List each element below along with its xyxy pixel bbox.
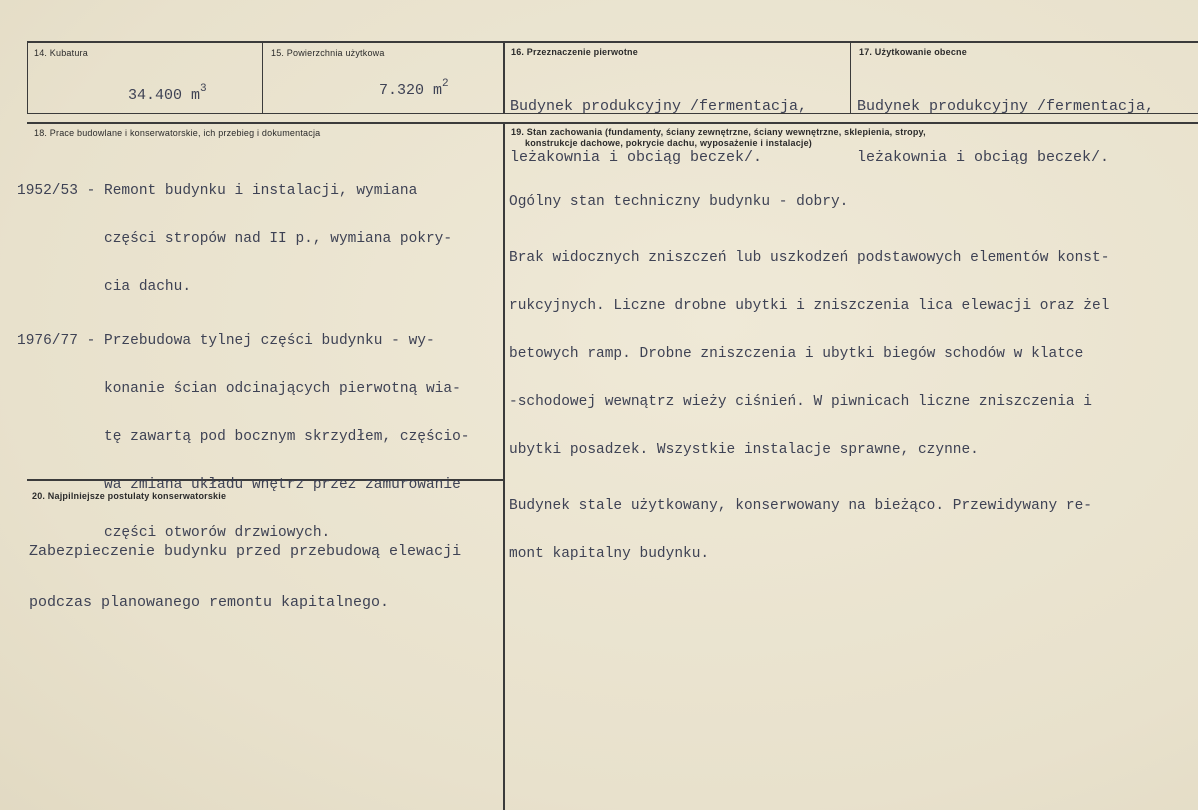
field-18-label: 18. Prace budowlane i konserwatorskie, ich przebieg i dokumentacja xyxy=(34,128,321,138)
unit-exponent: 2 xyxy=(442,78,449,90)
field-19-label-line2: konstrukcje dachowe, pokrycie dachu, wyposażenie i instalacje) xyxy=(525,138,812,148)
field-16-label: 16. Przeznaczenie pierwotne xyxy=(511,47,638,57)
paragraph-1: Ogólny stan techniczny budynku - dobry. xyxy=(509,194,849,210)
field-19-text xyxy=(509,162,1109,594)
field-19-label-line1: 19. Stan zachowania (fundamenty, ściany zewnętrzne, ściany wewnętrzne, sklepienia, stropy, xyxy=(511,127,926,137)
text-line: 1952/53 - Remont budynku i instalacji, wymiana xyxy=(17,183,418,199)
text-line: leżakownia i obciąg beczek/. xyxy=(857,149,1110,166)
text-line: części stropów nad II p., wymiana pokry- xyxy=(17,231,453,247)
main-column-divider xyxy=(503,122,505,810)
divider-16-17 xyxy=(850,41,851,114)
text-line: 1976/77 - Przebudowa tylnej części budynku - wy- xyxy=(17,333,435,349)
field-19-label xyxy=(511,127,926,149)
text-line: Zabezpieczenie budynku przed przebudową elewacji xyxy=(29,543,462,560)
text-line: cia dachu. xyxy=(17,279,192,295)
field-17-label: 17. Użytkowanie obecne xyxy=(859,47,967,57)
kubatura-value: 34.400 m xyxy=(128,87,201,104)
field-14-value xyxy=(92,70,207,123)
text-line: mont kapitalny budynku. xyxy=(509,546,710,562)
text-line: podczas planowanego remontu kapitalnego. xyxy=(29,594,390,611)
left-border-line xyxy=(27,41,28,114)
text-line: rukcyjnych. Liczne drobne ubytki i zniszczenia lica elewacji oraz żel xyxy=(509,298,1110,314)
field-20-text xyxy=(29,509,461,645)
text-line: konanie ścian odcinających pierwotną wia- xyxy=(17,381,461,397)
field-14-label: 14. Kubatura xyxy=(34,48,88,58)
unit-exponent: 3 xyxy=(200,83,207,95)
divider-15-16 xyxy=(503,41,505,114)
text-line: Budynek stale użytkowany, konserwowany na bieżąco. Przewidywany re- xyxy=(509,498,1092,514)
text-line: części otworów drzwiowych. xyxy=(17,525,331,541)
field-20-label: 20. Najpilniejsze postulaty konserwatorskie xyxy=(32,491,227,501)
text-line: Budynek produkcyjny /fermentacja, xyxy=(510,98,808,115)
text-line: Brak widocznych zniszczeń lub uszkodzeń podstawowych elementów konst- xyxy=(509,250,1110,266)
text-line: wa zmiana układu wnętrz przez zamurowanie xyxy=(17,477,461,493)
text-line: leżakownia i obciąg beczek/. xyxy=(510,149,763,166)
powierzchnia-value: 7.320 m xyxy=(379,82,443,99)
text-line: tę zawartą pod bocznym skrzydłem, częścio- xyxy=(17,429,470,445)
text-line: Budynek produkcyjny /fermentacja, xyxy=(857,98,1155,115)
field-15-value xyxy=(343,65,449,118)
field-15-label: 15. Powierzchnia użytkowa xyxy=(271,48,385,58)
text-line: ubytki posadzek. Wszystkie instalacje sprawne, czynne. xyxy=(509,442,979,458)
divider-14-15 xyxy=(262,41,263,114)
top-border-line xyxy=(27,41,1198,43)
text-line: betowych ramp. Drobne zniszczenia i ubytki biegów schodów w klatce xyxy=(509,346,1084,362)
text-line: -schodowej wewnątrz wieży ciśnień. W piwnicach liczne zniszczenia i xyxy=(509,394,1092,410)
